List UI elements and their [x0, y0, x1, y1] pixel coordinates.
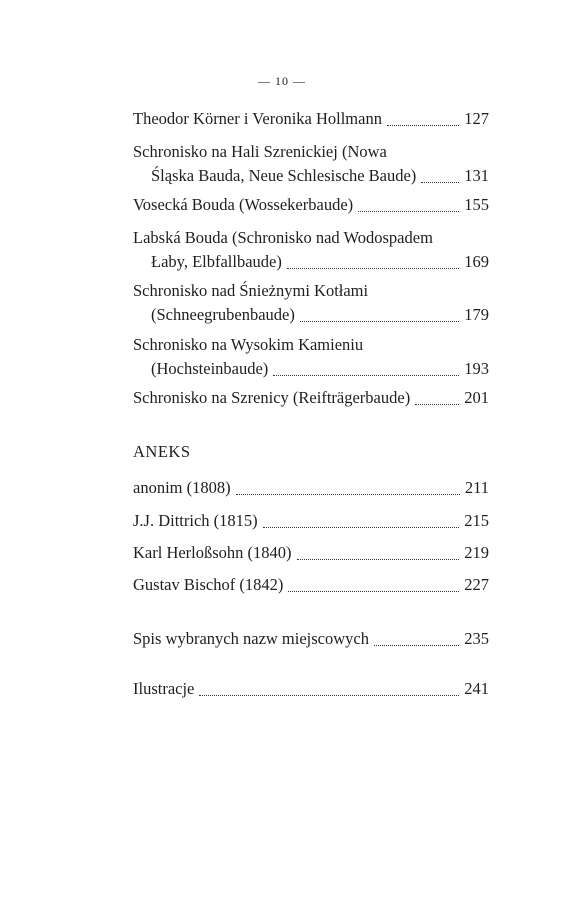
toc-entry — [133, 193, 489, 217]
toc-entry — [133, 333, 489, 381]
toc-entry — [133, 677, 489, 701]
toc-entry — [133, 476, 489, 500]
toc-entry-title: Spis wybranych nazw miejscowych — [133, 629, 369, 648]
toc-entry-title: Gustav Bischof (1842) — [133, 575, 284, 594]
dot-leader — [421, 182, 459, 183]
dot-leader — [263, 527, 460, 528]
dot-leader — [415, 404, 459, 405]
toc-entry-page: 215 — [464, 511, 489, 530]
toc-entry — [133, 541, 489, 565]
toc-entry-page: 219 — [464, 543, 489, 562]
toc-entry-page: 235 — [464, 629, 489, 648]
toc-entry-page: 127 — [464, 109, 489, 128]
toc-entry-title: J.J. Dittrich (1815) — [133, 511, 258, 530]
dot-leader — [387, 125, 459, 126]
toc-entry-title: Karl Herloßsohn (1840) — [133, 543, 292, 562]
toc-entry-title: Schronisko na Wysokim Kamieniu — [133, 335, 364, 354]
dot-leader — [374, 645, 459, 646]
dot-leader — [358, 211, 459, 212]
dot-leader — [199, 695, 459, 696]
toc-entry-page: 131 — [464, 166, 489, 185]
toc-entry-page: 241 — [464, 679, 489, 698]
dot-leader — [297, 559, 460, 560]
toc-entry-title-continued: Łaby, Elbfallbaude) — [151, 252, 282, 271]
dot-leader — [300, 321, 459, 322]
toc-entry — [133, 509, 489, 533]
toc-entry-title: Labská Bouda (Schronisko nad Wodospadem — [133, 228, 433, 247]
toc-entry-title-continued: Śląska Bauda, Neue Schlesische Baude) — [151, 166, 417, 185]
toc-entry-page: 227 — [464, 575, 489, 594]
dot-leader — [288, 591, 459, 592]
toc-entry-page: 201 — [464, 388, 489, 407]
toc-entry-page: 211 — [464, 478, 489, 497]
dot-leader — [287, 268, 459, 269]
toc-entry-title: Schronisko na Szrenicy (Reifträgerbaude) — [133, 388, 411, 407]
toc-entry — [133, 107, 489, 131]
page-number: — 10 — — [258, 74, 306, 88]
toc-entry-title: Ilustracje — [133, 679, 195, 698]
toc-entry-title: Schronisko nad Śnieżnymi Kotłami — [133, 281, 369, 300]
dot-leader — [273, 375, 459, 376]
toc-entry-title-continued: (Schneegrubenbaude) — [151, 305, 295, 324]
toc-entry — [133, 386, 489, 410]
toc-entry-page: 169 — [464, 252, 489, 271]
toc-entry — [133, 226, 489, 274]
toc-entry-title-continued: (Hochsteinbaude) — [151, 359, 269, 378]
toc-entry-title: anonim (1808) — [133, 478, 231, 497]
toc-entry — [133, 627, 489, 651]
toc-entry-title: Vosecká Bouda (Wossekerbaude) — [133, 195, 354, 214]
toc-entry-title: Theodor Körner i Veronika Hollmann — [133, 109, 382, 128]
toc-entry-page: 155 — [464, 195, 489, 214]
aneks-heading: ANEKS — [133, 442, 191, 461]
toc-entry-page: 193 — [464, 359, 489, 378]
toc-entry-title: Schronisko na Hali Szrenickiej (Nowa — [133, 142, 387, 161]
dot-leader — [236, 494, 460, 495]
toc-entry — [133, 573, 489, 597]
toc-entry-page: 179 — [464, 305, 489, 324]
toc-entry — [133, 140, 489, 188]
toc-entry — [133, 279, 489, 327]
